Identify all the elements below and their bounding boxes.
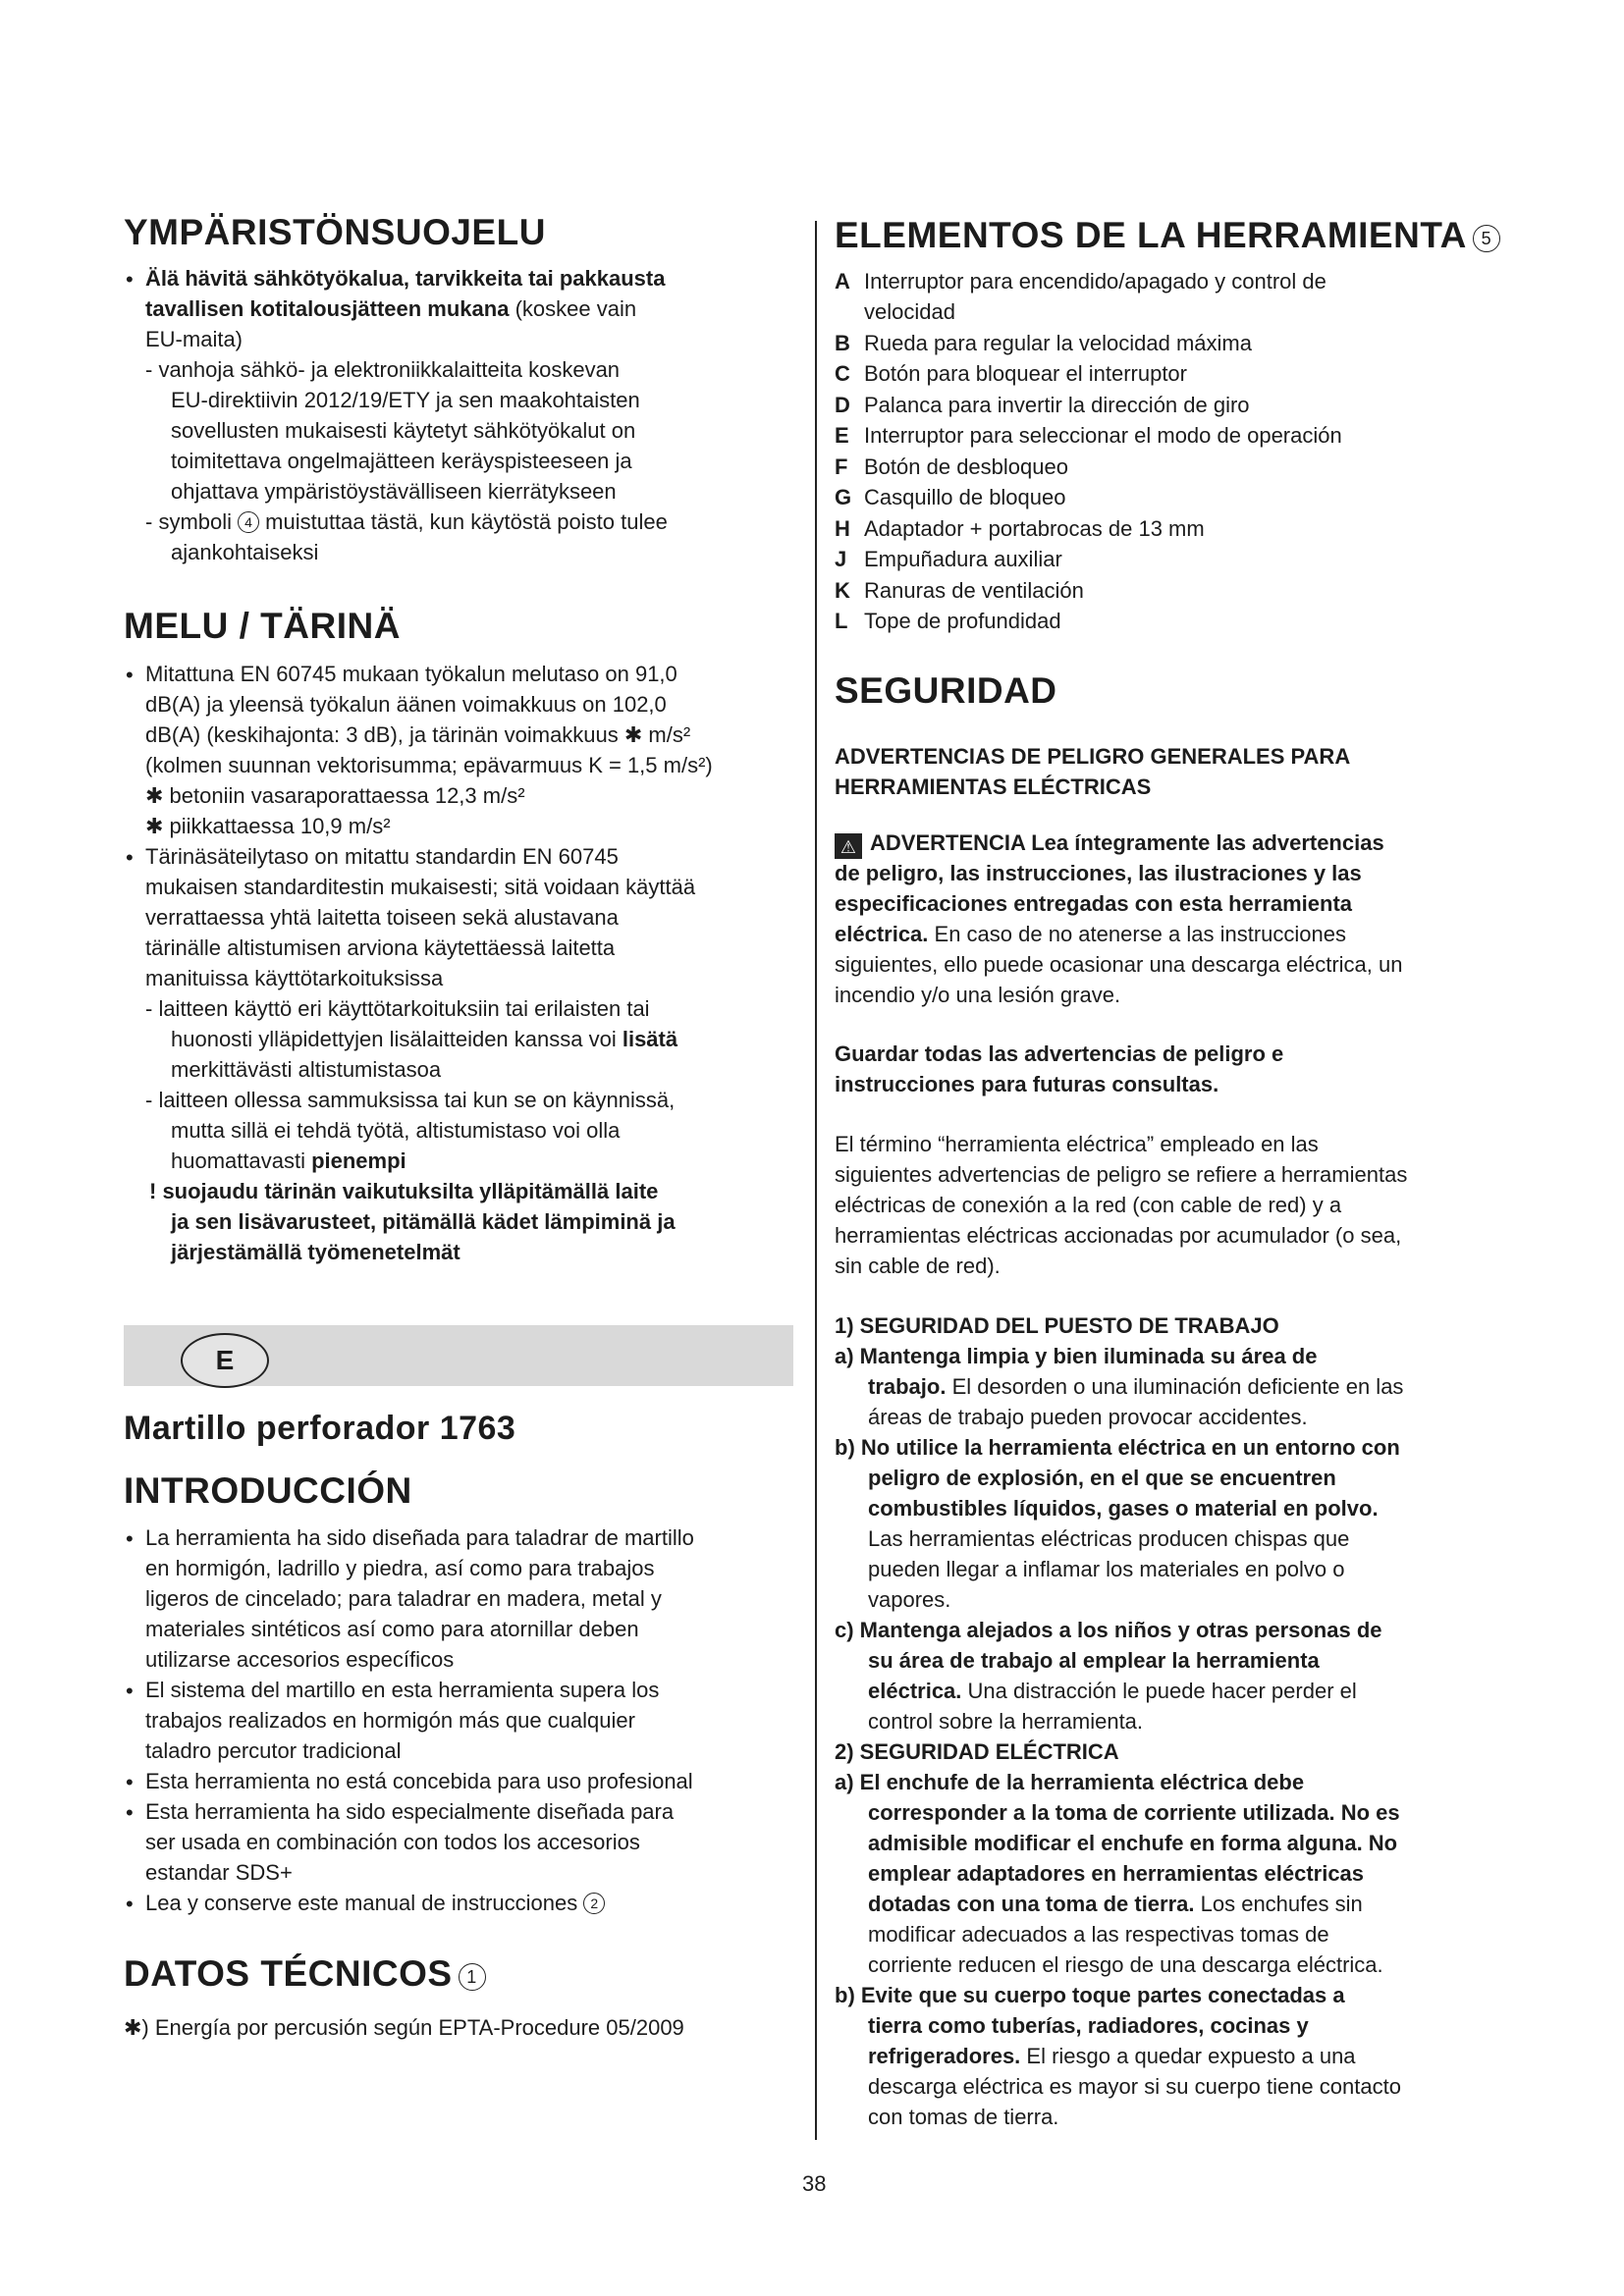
s1b-line-6: vapores. [868, 1587, 951, 1612]
s1c-line-3 [868, 1676, 1357, 1706]
ymparistonsuojelu-heading: YMPÄRISTÖNSUOJELU [124, 212, 546, 252]
page-number: 38 [802, 2171, 827, 2196]
s1b-line-5: pueden llegar a inflamar los materiales en polvo o [868, 1557, 1345, 1581]
element-letter: B [835, 331, 850, 355]
element-letter: K [835, 578, 850, 603]
intro-b3-line-1: Esta herramienta no está concebida para uso profesional [145, 1769, 693, 1793]
element-label: Rueda para regular la velocidad máxima [864, 331, 1252, 355]
melu-b2-line-3: verrattaessa yhtä laitetta toiseen sekä alustavana [145, 905, 619, 930]
s2a-line-6: modificar adecuados a las respectivas tomas de [868, 1922, 1329, 1947]
ymp-bullet-1-line-2 [145, 294, 636, 324]
s2a-line-1: a) El enchufe de la herramienta eléctrica debe [835, 1770, 1305, 1794]
s2b-line-4: descarga eléctrica es mayor si su cuerpo tiene contacto [868, 2074, 1401, 2099]
s2a-line-2: corresponder a la toma de corriente utilizada. No es [868, 1800, 1400, 1825]
element-letter: F [835, 454, 848, 479]
term-line-5: sin cable de red). [835, 1254, 1001, 1278]
keep-line-1: Guardar todas las advertencias de peligro e [835, 1041, 1284, 1066]
melu-b2-line-2: mukaisen standarditestin mukaisesti; sitä voidaan käyttää [145, 875, 696, 899]
section-2-title: 2) SEGURIDAD ELÉCTRICA [835, 1739, 1119, 1764]
s2a-line-3: admisible modificar el enchufe en forma alguna. No [868, 1831, 1398, 1855]
s1b-line-3: combustibles líquidos, gases o material en polvo. [868, 1496, 1379, 1521]
warning-line-4 [835, 919, 1346, 949]
warning-line-3: especificaciones entregadas con esta herramienta [835, 891, 1353, 916]
s1c-line-1: c) Mantenga alejados a los niños y otras personas de [835, 1618, 1382, 1642]
figure-5-ref-icon: 5 [1473, 225, 1500, 252]
melu-b1-line-3: dB(A) (keskihajonta: 3 dB), ja tärinän voimakkuus ✱ m/s² [145, 722, 691, 747]
element-letter: L [835, 609, 848, 633]
s1c-line-3a: eléctrica. [868, 1679, 962, 1703]
melu-exclaim-line-1: ! suojaudu tärinän vaikutuksilta ylläpitämällä laite [149, 1179, 659, 1203]
intro-b4-line-2: ser usada en combinación con todos los accesorios [145, 1830, 640, 1854]
melu-d2-line-3a: huomattavasti [171, 1148, 312, 1173]
s2b-line-3a: refrigeradores. [868, 2044, 1021, 2068]
s1a-line-2 [868, 1371, 1403, 1402]
melu-heading: MELU / TÄRINÄ [124, 606, 401, 646]
figure-1-ref-icon: 1 [459, 1963, 486, 1991]
element-label: Interruptor para seleccionar el modo de operación [864, 423, 1342, 448]
language-code-badge: E [181, 1333, 269, 1388]
melu-d2-line-3b: pienempi [311, 1148, 406, 1173]
elementos-heading-text: ELEMENTOS DE LA HERRAMIENTA [835, 215, 1467, 255]
ymp-bullet-1-bold: tavallisen kotitalousjätteen mukana [145, 296, 510, 321]
warning-line-5: siguientes, ello puede ocasionar una descarga eléctrica, un [835, 952, 1403, 977]
ymp-dash-1-line-4: toimitettava ongelmajätteen keräyspisteeseen ja [171, 449, 632, 473]
elementos-heading [835, 215, 1500, 256]
element-label: Botón para bloquear el interruptor [864, 361, 1187, 386]
ymp-dash-1-line-5: ohjattava ympäristöystävälliseen kierrätykseen [171, 479, 617, 504]
element-letter: A [835, 269, 850, 294]
s2b-line-3b: El riesgo a quedar expuesto a una [1020, 2044, 1356, 2068]
warning-text-1: ADVERTENCIA Lea íntegramente las advertencias [870, 830, 1384, 855]
s1c-line-3b: Una distracción le puede hacer perder el [961, 1679, 1357, 1703]
seguridad-heading: SEGURIDAD [835, 670, 1057, 711]
advertencias-heading-line-2: HERRAMIENTAS ELÉCTRICAS [835, 774, 1152, 799]
melu-d1-line-3: merkittävästi altistumistasoa [171, 1057, 442, 1082]
element-letter: E [835, 423, 849, 448]
melu-d1-line-1: - laitteen käyttö eri käyttötarkoituksiin tai erilaisten tai [145, 996, 650, 1021]
warning-line-2: de peligro, las instrucciones, las ilustraciones y las [835, 861, 1362, 885]
melu-d2-line-3 [171, 1146, 406, 1176]
s2b-line-3 [868, 2041, 1356, 2071]
element-label-cont: velocidad [864, 299, 955, 324]
s1b-line-1: b) No utilice la herramienta eléctrica en un entorno con [835, 1435, 1400, 1460]
intro-b4-line-1: Esta herramienta ha sido especialmente diseñada para [145, 1799, 675, 1824]
element-label: Tope de profundidad [864, 609, 1061, 633]
s1c-line-2: su área de trabajo al emplear la herramienta [868, 1648, 1320, 1673]
s1a-line-2a: trabajo. [868, 1374, 947, 1399]
intro-b2-line-2: trabajos realizados en hormigón más que cualquier [145, 1708, 635, 1733]
melu-d1-line-2a: huonosti ylläpidettyjen lisälaitteiden kanssa voi [171, 1027, 623, 1051]
figure-2-ref-icon: 2 [583, 1893, 605, 1914]
melu-d2-line-2: mutta sillä ei tehdä työtä, altistumistaso voi olla [171, 1118, 621, 1143]
s2b-line-2: tierra como tuberías, radiadores, cocinas y [868, 2013, 1309, 2038]
element-label: Casquillo de bloqueo [864, 485, 1066, 509]
melu-b2-line-1: Tärinäsäteilytaso on mitattu standardin EN 60745 [145, 844, 619, 869]
intro-b2-line-3: taladro percutor tradicional [145, 1738, 402, 1763]
element-label: Adaptador + portabrocas de 13 mm [864, 516, 1205, 541]
intro-b1-line-2: en hormigón, ladrillo y piedra, así como para trabajos [145, 1556, 655, 1580]
s1a-line-2b: El desorden o una iluminación deficiente en las [946, 1374, 1404, 1399]
element-letter: H [835, 516, 850, 541]
s2a-line-4: emplear adaptadores en herramientas eléctricas [868, 1861, 1365, 1886]
term-line-1: El término “herramienta eléctrica” empleado en las [835, 1132, 1319, 1156]
datos-note: ✱) Energía por percusión según EPTA-Procedure 05/2009 [124, 2015, 684, 2040]
ymp-bullet-1-line-3: EU-maita) [145, 327, 244, 351]
melu-b1-line-2: dB(A) ja yleensä työkalun äänen voimakkuus on 102,0 [145, 692, 667, 717]
element-letter: C [835, 361, 850, 386]
datos-tecnicos-text: DATOS TÉCNICOS [124, 1953, 453, 1994]
s2a-line-5a: dotadas con una toma de tierra. [868, 1892, 1195, 1916]
element-letter: J [835, 547, 847, 571]
bullet-icon: • [126, 663, 134, 687]
bullet-icon: • [126, 845, 134, 870]
melu-b1-line-5: ✱ betoniin vasaraporattaessa 12,3 m/s² [145, 783, 525, 808]
datos-tecnicos-heading [124, 1953, 486, 1995]
ymp-bullet-1-line-1: Älä hävitä sähkötyökalua, tarvikkeita tai pakkausta [145, 266, 666, 291]
melu-d1-line-2b: lisätä [622, 1027, 678, 1051]
term-line-2: siguientes advertencias de peligro se refiere a herramientas [835, 1162, 1408, 1187]
element-letter: D [835, 393, 850, 417]
product-title: Martillo perforador 1763 [124, 1410, 516, 1447]
introduccion-heading: INTRODUCCIÓN [124, 1470, 412, 1511]
intro-b1-line-4: materiales sintéticos así como para atornillar deben [145, 1617, 639, 1641]
intro-b5-text: Lea y conserve este manual de instrucciones [145, 1891, 578, 1915]
section-1-title: 1) SEGURIDAD DEL PUESTO DE TRABAJO [835, 1313, 1279, 1338]
s2a-line-7: corriente reducen el riesgo de una descarga eléctrica. [868, 1952, 1383, 1977]
ymp-dash-2-line-2: ajankohtaiseksi [171, 540, 319, 564]
melu-b2-line-4: tärinälle altistumisen arviona käytettäessä laitetta [145, 935, 616, 960]
ymp-dash-1-line-1: - vanhoja sähkö- ja elektroniikkalaitteita koskevan [145, 357, 621, 382]
ymp-dash-2-a: - symboli [145, 509, 233, 534]
warning-line-4b: En caso de no atenerse a las instrucciones [928, 922, 1346, 946]
s1b-line-2: peligro de explosión, en el que se encuentren [868, 1466, 1336, 1490]
term-line-3: eléctricas de conexión a la red (con cable de red) y a [835, 1193, 1342, 1217]
s1a-line-3: áreas de trabajo pueden provocar accidentes. [868, 1405, 1308, 1429]
s2a-line-5 [868, 1889, 1363, 1919]
s2b-line-5: con tomas de tierra. [868, 2105, 1059, 2129]
melu-b2-line-5: manituissa käyttötarkoituksissa [145, 966, 444, 990]
s2a-line-5b: Los enchufes sin [1194, 1892, 1363, 1916]
intro-b1-line-3: ligeros de cincelado; para taladrar en madera, metal y [145, 1586, 662, 1611]
intro-b1-line-5: utilizarse accesorios específicos [145, 1647, 455, 1672]
melu-d2-line-1: - laitteen ollessa sammuksissa tai kun se on käynnissä, [145, 1088, 676, 1112]
warning-line-4a: eléctrica. [835, 922, 929, 946]
s2b-line-1: b) Evite que su cuerpo toque partes conectadas a [835, 1983, 1345, 2007]
s1c-line-4: control sobre la herramienta. [868, 1709, 1144, 1734]
element-letter: G [835, 485, 852, 509]
melu-b1-line-1: Mitattuna EN 60745 mukaan työkalun melutaso on 91,0 [145, 662, 677, 686]
warning-line-1 [835, 828, 1384, 859]
melu-b1-line-4: (kolmen suunnan vektorisumma; epävarmuus K = 1,5 m/s²) [145, 753, 713, 777]
element-label: Botón de desbloqueo [864, 454, 1068, 479]
intro-b2-line-1: El sistema del martillo en esta herramienta supera los [145, 1678, 660, 1702]
melu-exclaim-line-2: ja sen lisävarusteet, pitämällä kädet lämpiminä ja [171, 1209, 676, 1234]
keep-line-2: instrucciones para futuras consultas. [835, 1072, 1219, 1096]
intro-b4-line-3: estandar SDS+ [145, 1860, 293, 1885]
s1a-line-1: a) Mantenga limpia y bien iluminada su área de [835, 1344, 1318, 1368]
intro-b5-line-1 [145, 1888, 605, 1918]
ymp-dash-1-line-2: EU-direktiivin 2012/19/ETY ja sen maakohtaisten [171, 388, 640, 412]
bullet-icon: • [126, 1800, 134, 1825]
melu-d1-line-2 [171, 1024, 677, 1054]
term-line-4: herramientas eléctricas accionadas por acumulador (o sea, [835, 1223, 1402, 1248]
bullet-icon: • [126, 267, 134, 292]
bullet-icon: • [126, 1892, 134, 1916]
element-label: Interruptor para encendido/apagado y control de [864, 269, 1326, 294]
s1b-line-4: Las herramientas eléctricas producen chispas que [868, 1526, 1350, 1551]
warning-icon: ⚠ [835, 833, 862, 859]
bullet-icon: • [126, 1770, 134, 1794]
melu-exclaim-line-3: järjestämällä työmenetelmät [171, 1240, 460, 1264]
bullet-icon: • [126, 1679, 134, 1703]
column-divider [815, 221, 817, 2140]
figure-4-ref-icon: 4 [238, 511, 259, 533]
melu-b1-line-6: ✱ piikkattaessa 10,9 m/s² [145, 814, 391, 838]
ymp-bullet-1-rest: (koskee vain [509, 296, 637, 321]
ymp-dash-2-b: muistuttaa tästä, kun käytöstä poisto tulee [265, 509, 668, 534]
advertencias-heading-line-1: ADVERTENCIAS DE PELIGRO GENERALES PARA [835, 744, 1351, 769]
element-label: Empuñadura auxiliar [864, 547, 1062, 571]
element-label: Palanca para invertir la dirección de giro [864, 393, 1250, 417]
ymp-dash-2-line-1 [145, 507, 668, 537]
ymp-dash-1-line-3: sovellusten mukaisesti käytetyt sähkötyökalut on [171, 418, 636, 443]
intro-b1-line-1: La herramienta ha sido diseñada para taladrar de martillo [145, 1525, 694, 1550]
bullet-icon: • [126, 1526, 134, 1551]
element-label: Ranuras de ventilación [864, 578, 1084, 603]
warning-line-6: incendio y/o una lesión grave. [835, 983, 1121, 1007]
